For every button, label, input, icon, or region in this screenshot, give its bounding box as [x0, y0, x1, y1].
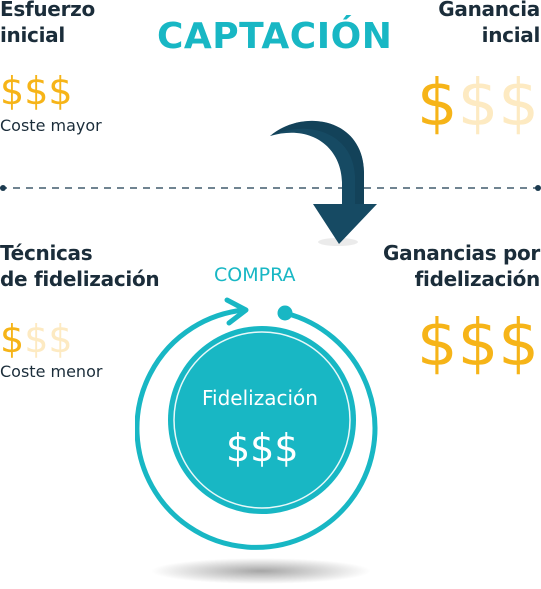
- dollar-icon: $: [24, 317, 49, 361]
- divider-dot-right: [535, 185, 541, 191]
- loyalty-gains-heading-line2: fidelización: [414, 267, 540, 291]
- initial-gain-symbols: [416, 67, 539, 141]
- loyalty-core-title: Fidelización: [202, 386, 318, 410]
- loyalty-core-circle: [168, 326, 356, 514]
- retention-heading-line2: de fidelización: [0, 267, 160, 291]
- retention-heading-line1: Técnicas: [0, 241, 93, 265]
- retention-techniques-heading: [0, 240, 159, 292]
- retention-note: Coste menor: [0, 362, 103, 381]
- dollar-icon: $: [0, 69, 25, 113]
- cycle-start-dot: [278, 306, 293, 321]
- effort-heading-line2: inicial: [0, 23, 65, 47]
- divider-dot-left: [0, 185, 6, 191]
- loyalty-gains-heading: [383, 240, 540, 292]
- effort-cost-symbols: [0, 69, 73, 113]
- dollar-icon: $: [457, 307, 499, 381]
- dollar-icon: $: [498, 67, 539, 141]
- dollar-icon: $: [498, 307, 539, 381]
- dollar-icon: $: [457, 67, 499, 141]
- effort-note: Coste mayor: [0, 116, 102, 135]
- effort-heading-line1: Esfuerzo: [0, 0, 95, 21]
- initial-gain-heading-line2: incial: [481, 23, 540, 47]
- page-title: CAPTACIÓN: [157, 16, 393, 57]
- dollar-icon: $: [416, 67, 458, 141]
- transition-arrow: [255, 110, 385, 260]
- initial-gain-heading: [438, 0, 540, 48]
- effort-heading: [0, 0, 95, 48]
- initial-gain-heading-line1: Ganancia: [438, 0, 540, 21]
- retention-cost-symbols: [0, 317, 73, 361]
- dollar-icon: $: [416, 307, 458, 381]
- dollar-icon: $: [24, 69, 49, 113]
- dollar-icon: $: [48, 317, 73, 361]
- loyalty-core-value: $$$: [226, 426, 299, 470]
- loyalty-gains-symbols: [416, 307, 539, 381]
- dollar-icon: $: [48, 69, 73, 113]
- loyalty-gains-heading-line1: Ganancias por: [383, 241, 540, 265]
- cycle-shadow: [151, 558, 371, 584]
- dollar-icon: $: [0, 317, 25, 361]
- purchase-label: COMPRA: [214, 264, 296, 286]
